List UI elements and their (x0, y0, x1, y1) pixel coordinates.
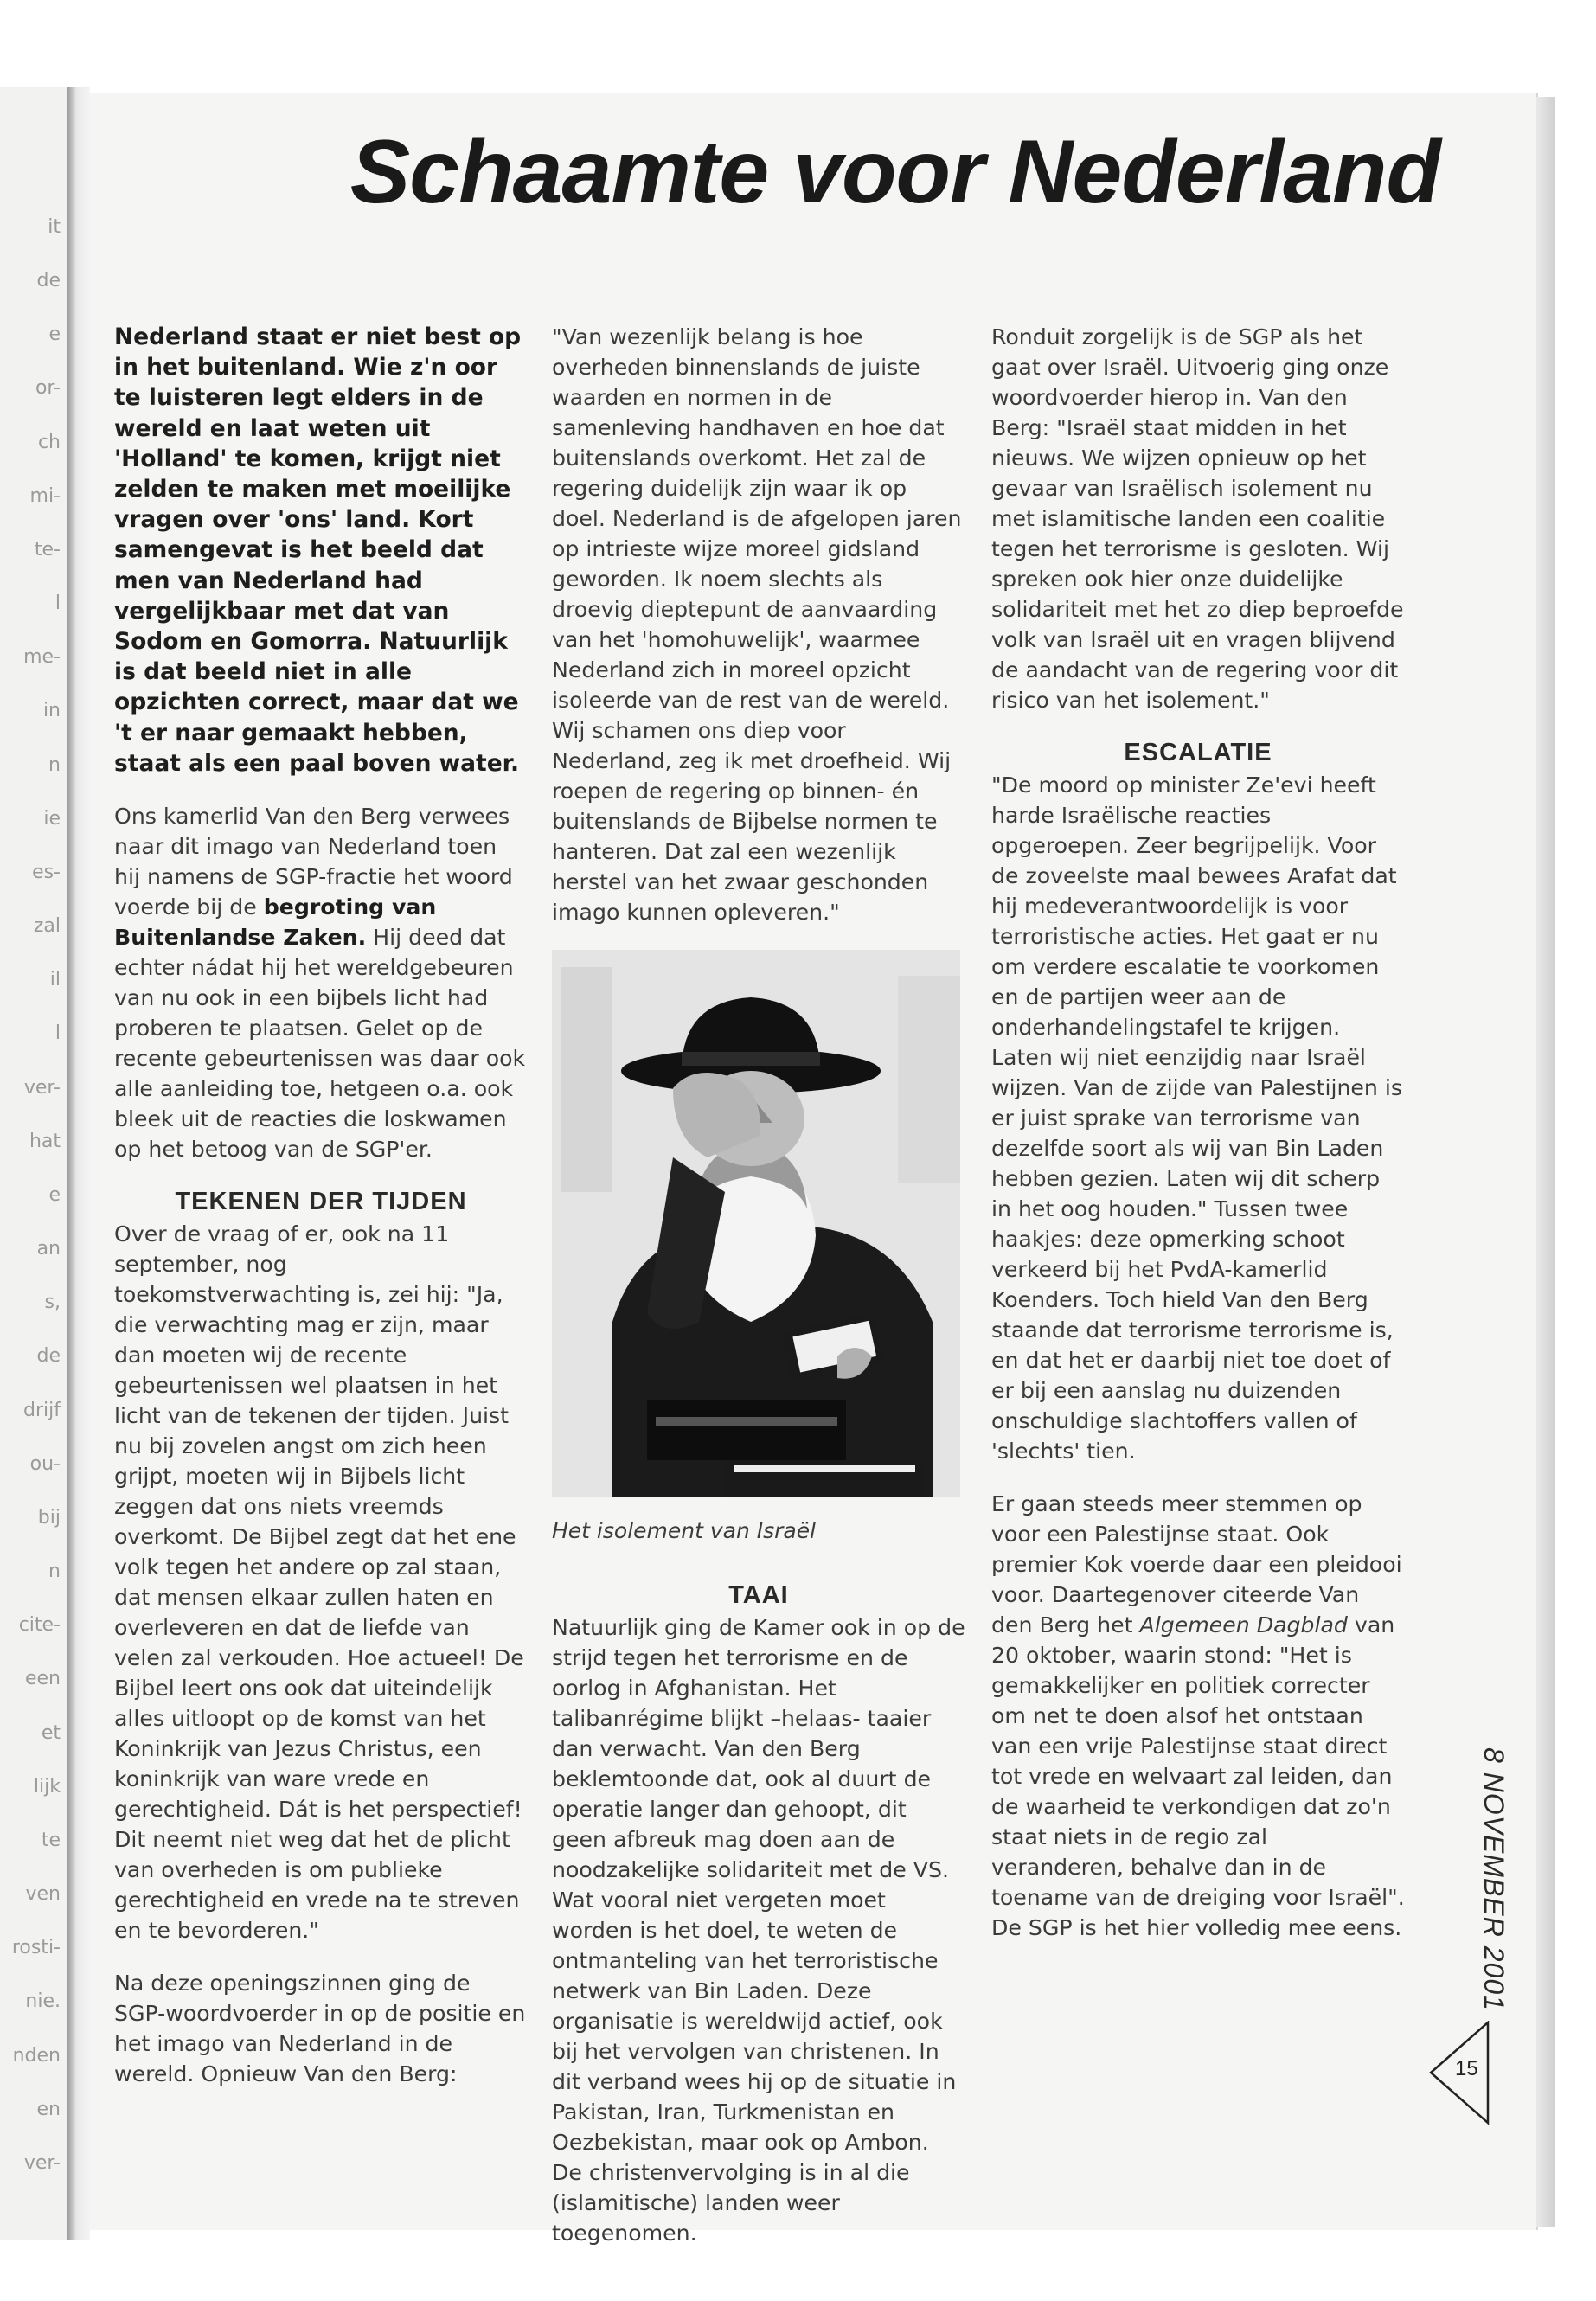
article-lead: Nederland staat er niet best op in het buitenland. Wie z'n oor te luisteren legt elders in de wereld en laat weten uit 'Holland' te komen, krijgt niet zelden te maken met moeilijke vragen over 'ons' land. Kort samengevat is het beeld dat men van Nederland had vergelijkbaar met dat van Sodom en Gomorra. Natuurlijk is dat beeld niet in alle opzichten correct, maar dat we 't er naar gemaakt hebben, staat als een paal boven water. (114, 324, 522, 777)
left-page-fragment: lijk (33, 1775, 61, 1798)
left-page-fragment: an (36, 1238, 61, 1260)
left-page-fragment: rosti- (11, 1937, 61, 1959)
left-page-fragment: ver- (23, 2151, 61, 2174)
left-page-fragment: de (36, 1345, 61, 1368)
paragraph: Natuurlijk ging de Kamer ook in op de strijd tegen het terrorisme en de oorlog in Afghanistan. Het talibanrégime blijkt –helaas- taaier dan verwacht. Van den Berg beklemtoonde dat, ook al duurt de operatie langer dan gehoopt, dit geen afbreuk mag doen aan de noodzakelijke solidariteit met de VS. Wat vooral niet vergeten moet worden is het doel, te weten de ontmanteling van het terroristische netwerk van Bin Laden. Deze organisatie is wereldwijd actief, ook bij het vervolgen van christenen. In dit verband wees hij op de situatie in Pakistan, Iran, Turkmenistan en Oezbekistan, maar ook op Ambon. De christenvervolging is in al die (islamitische) landen weer toegenomen. (552, 1615, 965, 2246)
column-1 (114, 322, 528, 2112)
left-page-fragment: de (36, 270, 61, 292)
photo-caption: Het isolement van Israël (552, 1518, 817, 1543)
paragraph: Ons kamerlid Van den Berg verwees naar dit imago van Nederland toen hij namens de SGP-fractie het woord voerde bij de begroting van Buitenlandse Zaken. Hij deed dat echter nádat hij het wereldgebeuren van nu ook in een bijbels licht had proberen te plaatsen. Gelet op de recente gebeurtenissen was daar ook alle aanleiding toe, hetgeen o.a. ook bleek uit de reacties die loskwamen op het betoog van de SGP'er. (114, 804, 526, 1163)
left-page-fragment: ven (25, 1883, 61, 1906)
left-page-fragment: me- (23, 646, 61, 669)
left-page-fragment: ie (43, 807, 61, 830)
left-page-fragment: ver- (23, 1076, 61, 1099)
left-page-fragment: te (41, 1829, 61, 1851)
left-page-fragment: een (24, 1668, 61, 1690)
left-page-fragment: it (48, 216, 61, 238)
left-page-fragment: ou- (29, 1452, 61, 1475)
page-edge-stack (1536, 97, 1555, 2227)
left-page-fragment: drijf (23, 1399, 61, 1421)
article-title: Schaamte voor Nederland (349, 122, 1440, 222)
paragraph: "De moord op minister Ze'evi heeft harde Israëlische reacties opgeroepen. Zeer begrijpelijk. Voor de zoveelste maal bewees Arafat dat hij medeverantwoordelijk is voor terroristische acties. Het gaat er nu om verdere escalatie te voorkomen en de partijen weer aan de onderhandelingstafel te krijgen. Laten wij niet eenzijdig naar Israël wijzen. Van de zijde van Palestijnen is er juist sprake van terrorisme van dezelfde soort als wij van Bin Laden hebben gezien. Laten wij dit scherp in het oog houden." Tussen twee haakjes: deze opmerking schoot verkeerd bij het PvdA-kamerlid Koenders. Toch hield Van den Berg staande dat terrorisme terrorisme is, en dat het er daarbij niet toe doet of er bij een aanslag nu duizenden onschuldige slachtoffers vallen of 'slechts' tien. (991, 772, 1403, 1464)
left-page-fragment: in (42, 700, 61, 722)
left-page-fragment: es- (32, 861, 61, 883)
left-page-fragment: l (54, 593, 61, 615)
left-page-fragment: nie. (25, 1990, 61, 2013)
left-page-fragment: nden (12, 2044, 61, 2067)
paragraph: Ronduit zorgelijk is de SGP als het gaat over Israël. Uitvoerig ging onze woordvoerder hierop in. Van den Berg: "Israël staat midden in het nieuws. We wijzen opnieuw op het gevaar van Israëlisch isolement nu met islamitische landen een coalitie tegen het terrorisme is gesloten. Wij spreken ook hier onze duidelijke solidariteit met het zo diep beproefde volk van Israël uit en vragen blijvend de aandacht van de regering voor dit risico van het isolement." (991, 324, 1404, 713)
left-page-fragment: e (48, 1183, 61, 1206)
page-number: 15 (1455, 2057, 1478, 2080)
left-page-fragment: mi- (29, 484, 61, 507)
left-page-fragment: n (48, 1561, 61, 1583)
paragraph: "Van wezenlijk belang is hoe overheden binnenslands de juiste waarden en normen in de samenleving handhaven en hoe dat buitenslands overkomt. Het zal de regering duidelijk zijn waar ik op doel. Nederland is de afgelopen jaren op intrieste wijze moreel gidsland geworden. Ik noem slechts als droevig dieptepunt de aanvaarding van het 'homohuwelijk', waarmee Nederland zich in moreel opzicht isoleerde van de rest van de wereld. Wij schamen ons diep voor Nederland, zeg ik met droefheid. Wij roepen de regering op binnen- én buitenslands de Bijbelse normen te hanteren. Dat zal een wezenlijk herstel van het zwaar geschonden imago kunnen opleveren." (552, 324, 962, 925)
column-3 (991, 322, 1405, 1965)
left-page-fragment: zal (33, 915, 61, 938)
binding-gutter (67, 87, 90, 2240)
left-page-fragment: il (49, 969, 61, 991)
left-page-fragment: n (48, 753, 61, 776)
left-page-fragment: ch (37, 431, 61, 453)
left-page-fragment: hat (29, 1130, 61, 1152)
section-heading-tekenen: TEKENEN DER TIJDEN (175, 1188, 467, 1216)
left-page-fragment: cite- (18, 1614, 61, 1637)
paragraph: Na deze openingszinnen ging de SGP-woordvoerder in op de positie en het imago van Nederland in de wereld. Opnieuw Van den Berg: (114, 1971, 526, 2087)
left-page-fragment: s, (44, 1292, 61, 1314)
photo-praying-man (552, 950, 960, 1497)
left-page-fragment: or- (35, 377, 61, 400)
issue-date: 8 NOVEMBER 2001 (1478, 1747, 1509, 2011)
section-heading-escalatie: ESCALATIE (1124, 739, 1272, 766)
left-page-edge (0, 87, 69, 2240)
left-page-fragment: et (41, 1721, 61, 1744)
left-page-fragment: l (54, 1022, 61, 1045)
left-page-fragment: te- (34, 538, 61, 561)
paragraph: Er gaan steeds meer stemmen op voor een Palestijnse staat. Ook premier Kok voerde daar een pleidooi voor. Daartegenover citeerde Van den Berg het Algemeen Dagblad van 20 oktober, waarin stond: "Het is gemakkelijker en politiek correcter om net te doen alsof het ontstaan van een vrije Palestijnse staat direct tot vrede en welvaart zal leiden, dan de waarheid te verkondigen dat zo'n staat niets in de regio zal veranderen, behalve dan in de toename van de dreiging voor Israël". De SGP is het hier volledig mee eens. (991, 1491, 1405, 1940)
left-page-fragment: bij (37, 1506, 61, 1529)
section-heading-taai: TAAI (728, 1581, 789, 1609)
column-2 (552, 322, 965, 2271)
left-page-fragment: en (36, 2098, 61, 2120)
paragraph: Over de vraag of er, ook na 11 september, nog toekomstverwachting is, zei hij: "Ja, die verwachting mag er zijn, maar dan moeten wij de recente gebeurtenissen wel plaatsen in het licht van de tekenen der tijden. Juist nu bij zovelen angst om zich heen grijpt, moeten wij in Bijbels licht zeggen dat ons niets vreemds overkomt. De Bijbel zegt dat het ene volk tegen het andere op zal staan, dat mensen elkaar zullen haten en overleveren en dat de liefde van velen zal verkouden. Hoe actueel! De Bijbel leert ons ook dat uiteindelijk alles uitloopt op de komst van het Koninkrijk van Jezus Christus, een koninkrijk van ware vrede en gerechtigheid. Dát is het perspectief! Dit neemt niet weg dat het de plicht van overheden is om publieke gerechtigheid en vrede na te streven en te bevorderen." (114, 1221, 524, 1944)
left-page-fragment: e (48, 324, 61, 346)
